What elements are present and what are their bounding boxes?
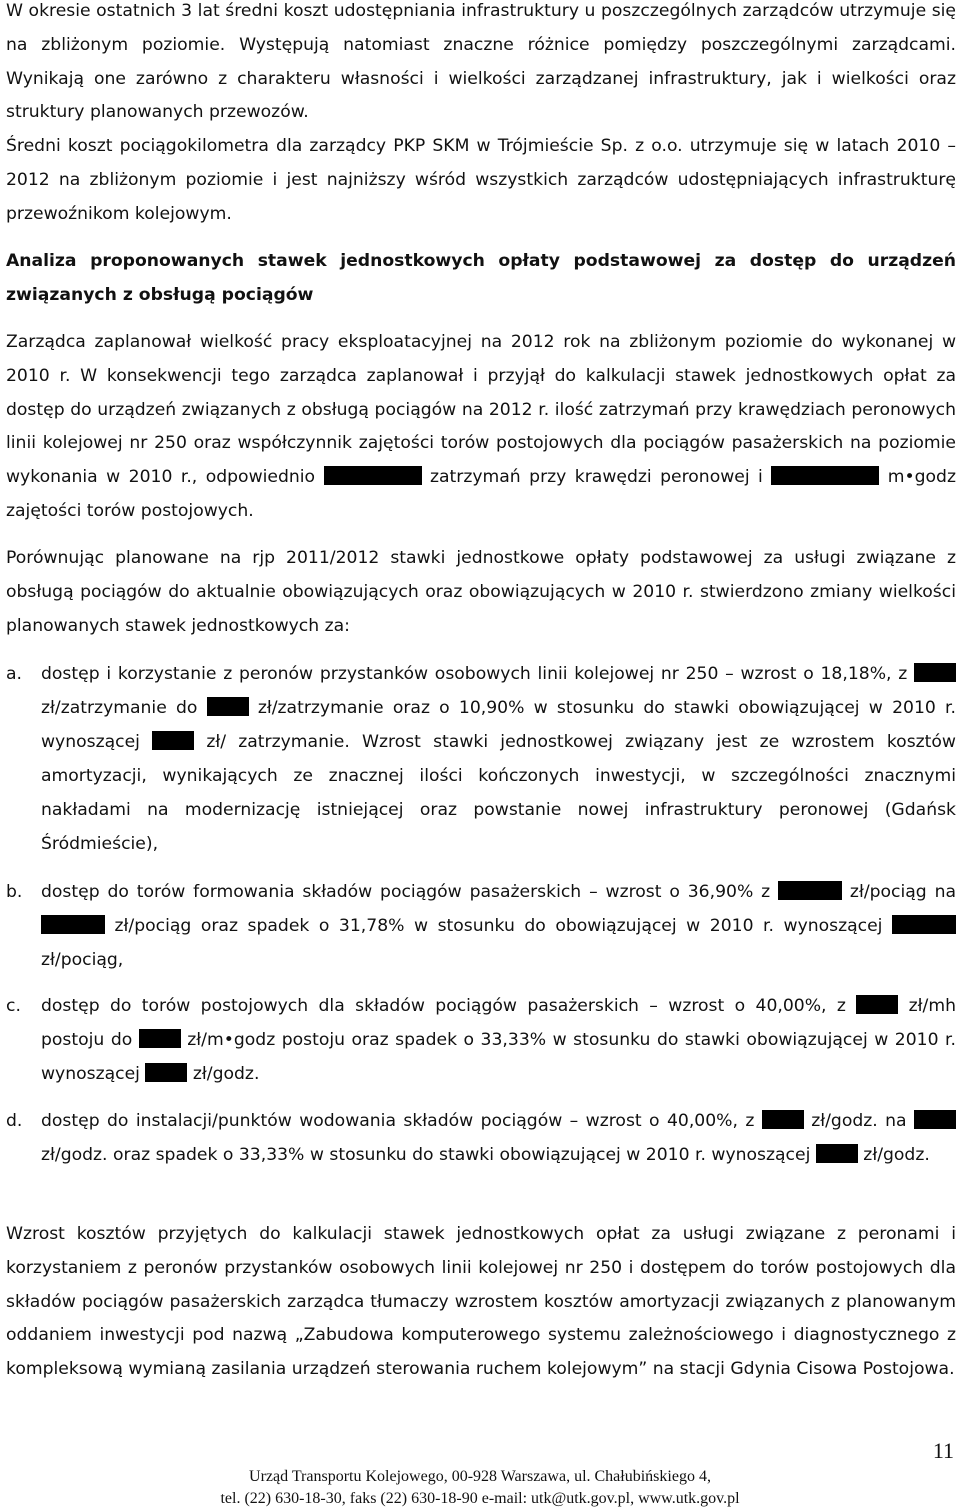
list-item-text: dostęp do torów formowania składów pociągów pasażerskich – wzrost o 36,90% z zł/pociąg na zł/pociąg oraz spadek o 31,78% w stosunku do obowiązującej w 2010 r. wynoszącej zł/pociąg, — [41, 882, 957, 970]
list-item-text: dostęp i korzystanie z peronów przystanków osobowych linii kolejowej nr 250 – wzrost o 18,18%, z zł/zatrzymanie do zł/zatrzymanie oraz o 10,90% w stosunku do stawki obowiązującej w 2010 r. wynoszącej zł/ zatrzymanie. Wzrost stawki jednostkowej związany jest ze wzrostem kosztów amortyzacji, wynikających ze znacznej ilości kończonych inwestycji, w szczególności znacznymi nakładami na modernizację istniejącej oraz powstanie nowej infrastruktury peronowej (Gdańsk Śródmieście), — [41, 664, 956, 854]
redaction-block — [771, 466, 879, 485]
list-item-d — [6, 1104, 956, 1172]
list-item-c — [6, 989, 956, 1091]
redaction-block — [762, 1110, 804, 1129]
list-item-text: dostęp do instalacji/punktów wodowania składów pociągów – wzrost o 40,00%, z zł/godz. na zł/godz. oraz spadek o 33,33% w stosunku do stawki obowiązującej w 2010 r. wynoszącej zł/godz. — [41, 1104, 956, 1172]
redaction-block — [856, 995, 898, 1014]
footer-contact: tel. (22) 630-18-30, faks (22) 630-18-90 e-mail: utk@utk.gov.pl, www.utk.gov.pl — [220, 1490, 740, 1507]
list-item-text: dostęp do torów postojowych dla składów pociągów pasażerskich – wzrost o 40,00%, z zł/mh postoju do zł/m•godz postoju oraz spadek o 33,33% w stosunku do stawki obowiązującej w 2010 r. wynoszącej zł/godz. — [41, 996, 957, 1084]
section-heading: Analiza proponowanych stawek jednostkowych opłaty podstawowej za dostęp do urządzeń związanych z obsługą pociągów — [6, 251, 956, 305]
list-item-a — [6, 657, 956, 861]
list-item-label: b. — [6, 882, 23, 902]
paragraph-cost-overview: W okresie ostatnich 3 lat średni koszt udostępniania infrastruktury u poszczególnych zarządców utrzymuje się na zbliżonym poziomie. Występują natomiast znaczne różnice pomiędzy poszczególnymi zarządcami. Wynikają one zarówno z charakteru własności i wielkości zarządzanej infrastruktury, jak i wielkości oraz struktury planowanych przewozów. — [6, 1, 956, 123]
redaction-block — [324, 466, 422, 485]
redaction-block — [914, 1110, 956, 1129]
redaction-block — [152, 731, 194, 750]
redaction-block — [207, 697, 249, 716]
list-item-b — [6, 875, 956, 977]
page-number: 11 — [932, 1438, 954, 1463]
paragraph-planned-work-part2: zatrzymań przy krawędzi peronowej i — [429, 467, 763, 488]
redaction-block — [914, 663, 956, 682]
list-item-label: a. — [6, 664, 22, 684]
redaction-block — [41, 915, 105, 934]
paragraph-comparison: Porównując planowane na rjp 2011/2012 stawki jednostkowe opłaty podstawowej za usługi związane z obsługą pociągów do aktualnie obowiązujących oraz obowiązujących w 2010 r. stwierdzono zmiany wielkości planowanych stawek jednostkowych za: — [6, 548, 956, 636]
footer-address: Urząd Transportu Kolejowego, 00-928 Warszawa, ul. Chałubińskiego 4, — [249, 1468, 711, 1485]
paragraph-planned-work-part1: Zarządca zaplanował wielkość pracy eksploatacyjnej na 2012 rok na zbliżonym poziomie do wykonanej w 2010 r. W konsekwencji tego zarządca zaplanował i przyjął do kalkulacji stawek jednostkowych opłat za dostęp do urządzeń związanych z obsługą pociągów na 2012 r. ilość zatrzymań przy krawędziach peronowych linii kolejowej nr 250 oraz współczynnik zajętości torów postojowych dla pociągów pasażerskich na poziomie wykonania w 2010 r., odpowiednio — [6, 332, 956, 488]
redaction-block — [145, 1063, 187, 1082]
redaction-block — [778, 881, 842, 900]
paragraph-skm-cost: Średni koszt pociągokilometra dla zarządcy PKP SKM w Trójmieście Sp. z o.o. utrzymuje się w latach 2010 – 2012 na zbliżonym poziomie i jest najniższy wśród wszystkich zarządców udostępniających infrastrukturę przewoźnikom kolejowym. — [6, 136, 956, 224]
redaction-block — [892, 915, 956, 934]
redaction-block — [139, 1029, 181, 1048]
redaction-block — [816, 1144, 858, 1163]
paragraph-planned-work — [6, 326, 956, 529]
list-item-label: c. — [6, 996, 21, 1016]
paragraph-planned-work-part3: m•godz zajętości torów postojowych. — [6, 467, 956, 521]
paragraph-cost-increase: Wzrost kosztów przyjętych do kalkulacji stawek jednostkowych opłat za usługi związane z peronami i korzystaniem z peronów przystanków osobowych linii kolejowej nr 250 i dostępem do torów postojowych dla składów pociągów pasażerskich zarządca tłumaczy wzrostem kosztów amortyzacji związanych z planowanym oddaniem inwestycji pod nazwą „Zabudowa komputerowego systemu zależnościowego i diagnostycznego z kompleksową wymianą zasilania urządzeń sterowania ruchem kolejowym” na stacji Gdynia Cisowa Postojowa. — [6, 1224, 956, 1380]
list-item-label: d. — [6, 1111, 23, 1131]
